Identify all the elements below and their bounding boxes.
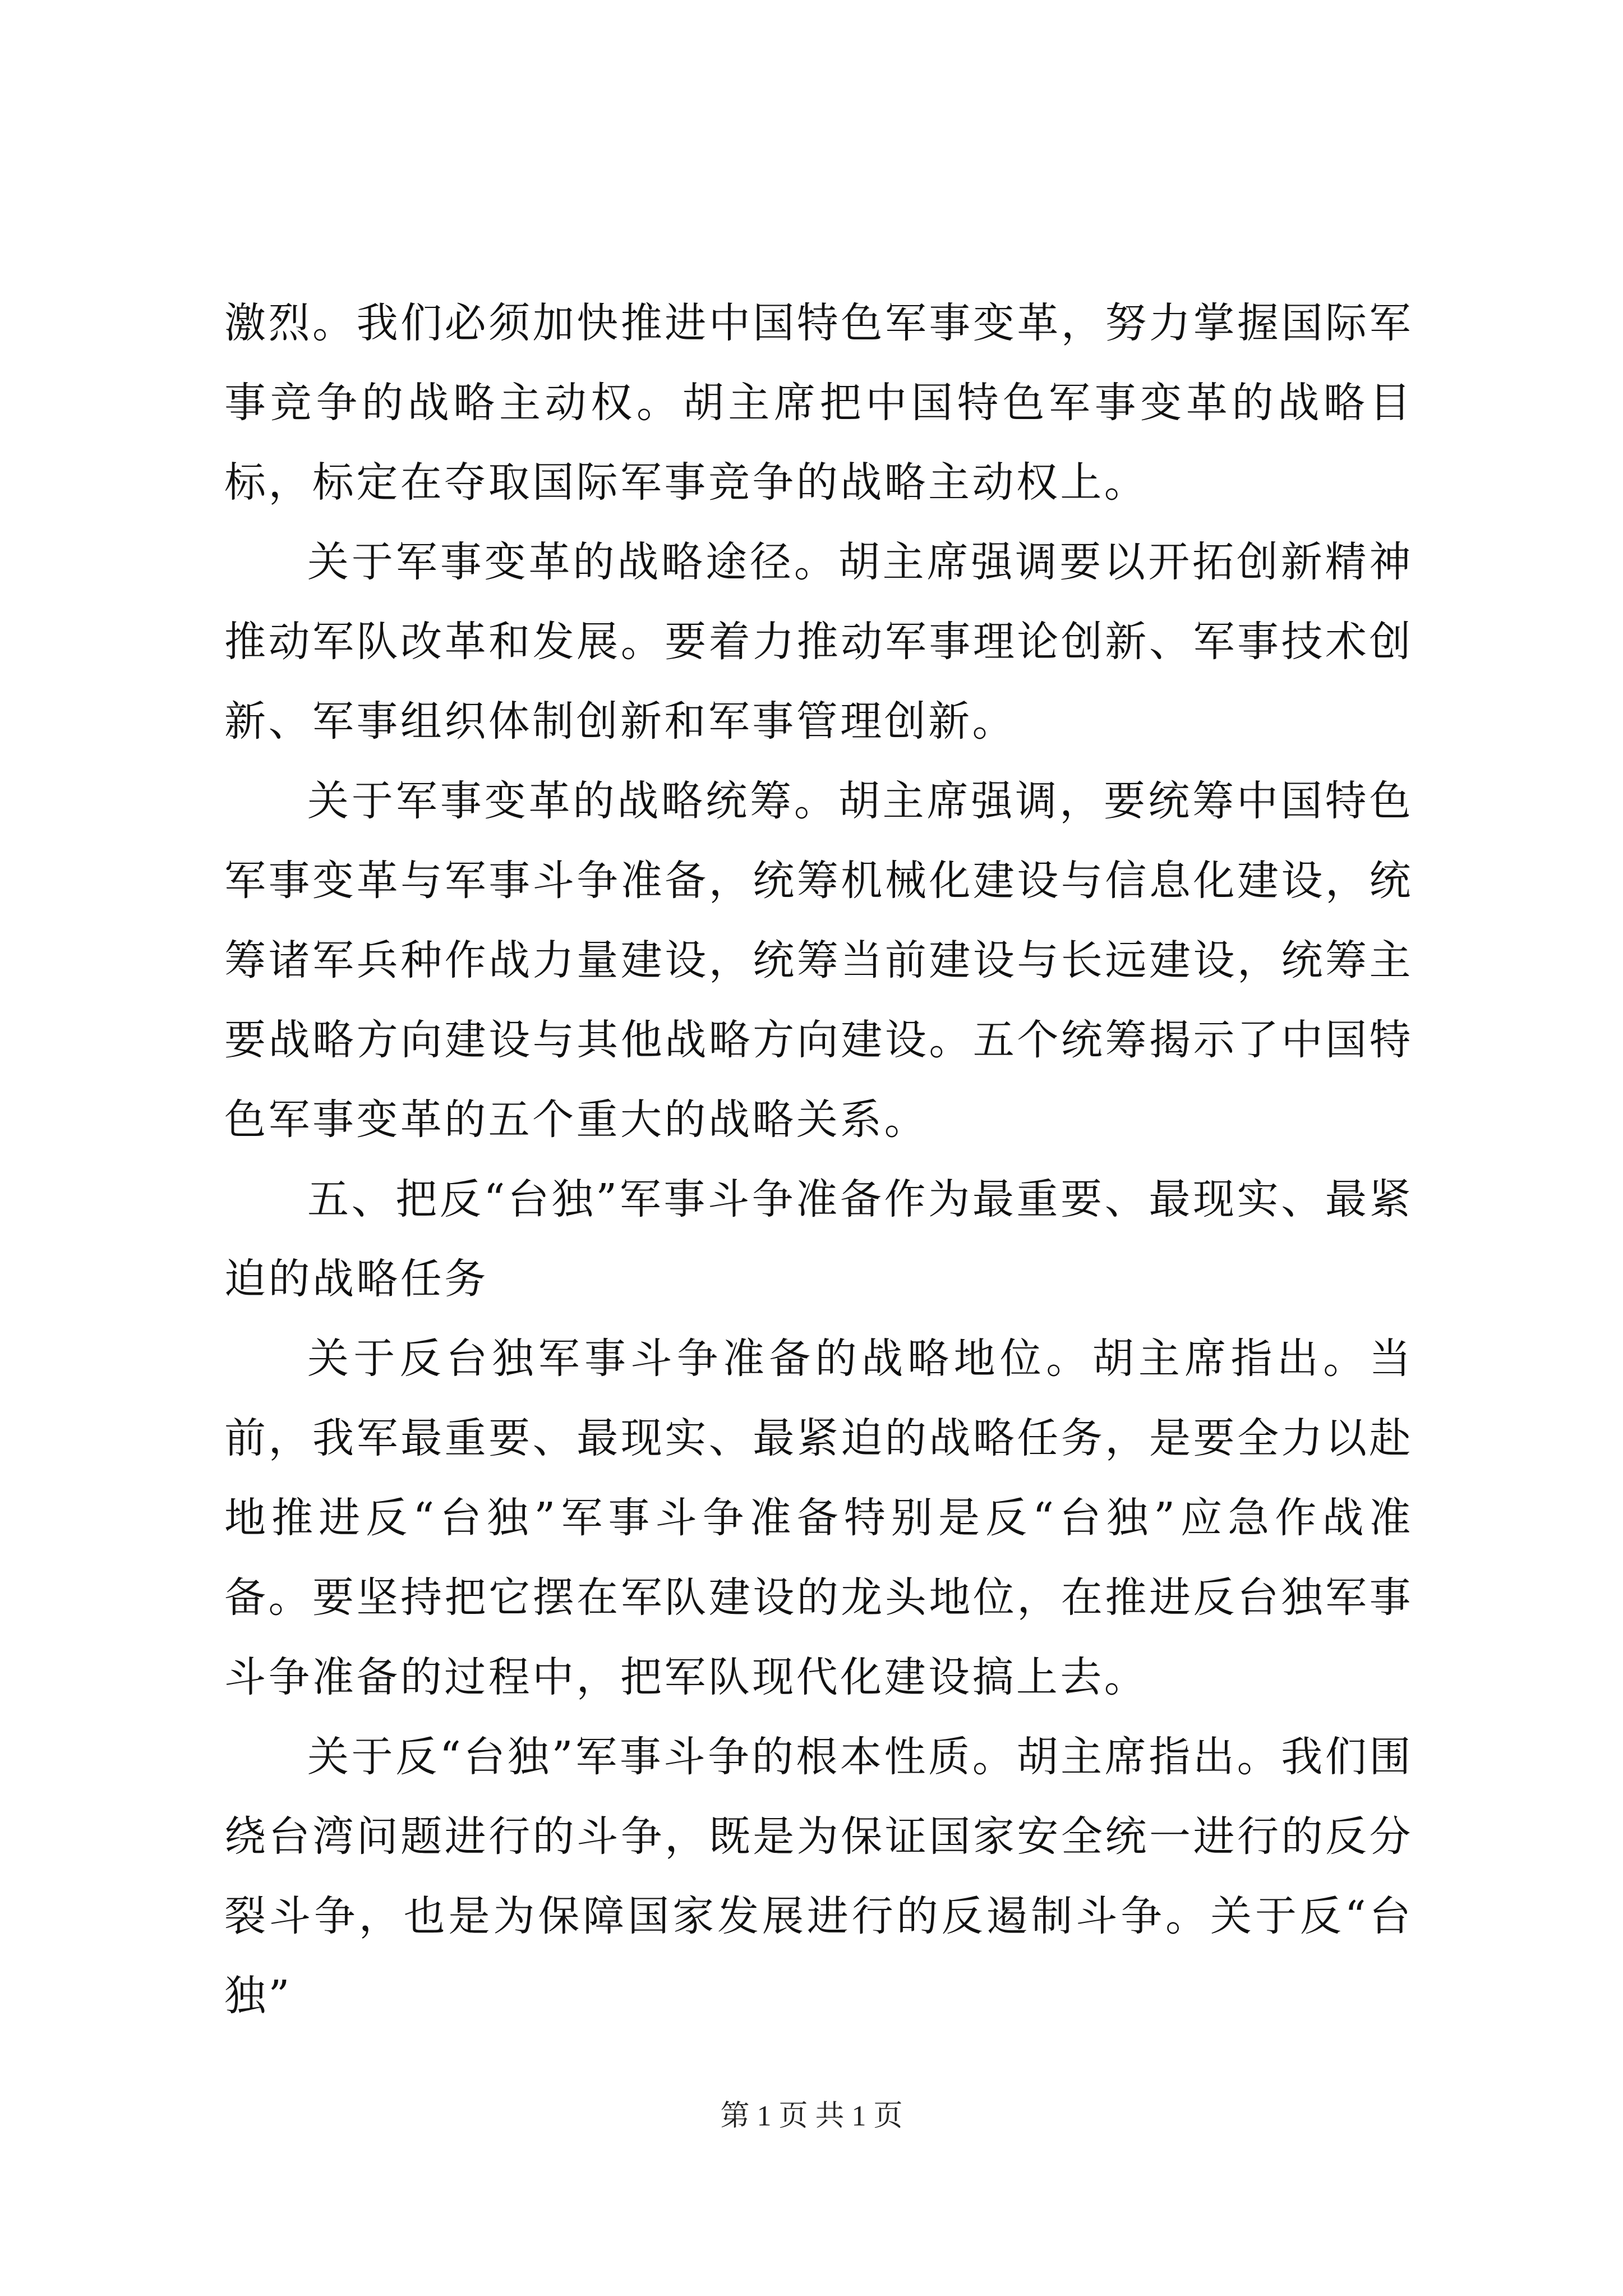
document-body [224,283,1413,2036]
paragraph-2: 关于军事变革的战略途径。胡主席强调要以开拓创新精神推动军队改革和发展。要着力推动军事理论创新、军事技术创新、军事组织体制创新和军事管理创新。 [224,538,1413,746]
paragraph-1: 激烈。我们必须加快推进中国特色军事变革，努力掌握国际军事竞争的战略主动权。胡主席把中国特色军事变革的战略目标，标定在夺取国际军事竞争的战略主动权上。 [224,299,1413,507]
section-heading-5: 五、把反“台独”军事斗争准备作为最重要、最现实、最紧迫的战略任务 [224,1175,1413,1303]
paragraph-3: 关于军事变革的战略统筹。胡主席强调，要统筹中国特色军事变革与军事斗争准备，统筹机械化建设与信息化建设，统筹诸军兵种作战力量建设，统筹当前建设与长远建设，统筹主要战略方向建设与其他战略方向建设。五个统筹揭示了中国特色军事变革的五个重大的战略关系。 [224,777,1413,1144]
paragraph-4: 关于反台独军事斗争准备的战略地位。胡主席指出。当前，我军最重要、最现实、最紧迫的战略任务，是要全力以赴地推进反“台独”军事斗争准备特别是反“台独”应急作战准备。要坚持把它摆在军队建设的龙头地位，在推进反台独军事斗争准备的过程中，把军队现代化建设搞上去。 [224,1335,1413,1701]
paragraph-5: 关于反“台独”军事斗争的根本性质。胡主席指出。我们围绕台湾问题进行的斗争，既是为保证国家安全统一进行的反分裂斗争，也是为保障国家发展进行的反遏制斗争。关于反“台独” [224,1733,1413,2020]
page-footer: 第 1 页 共 1 页 [720,2100,903,2132]
